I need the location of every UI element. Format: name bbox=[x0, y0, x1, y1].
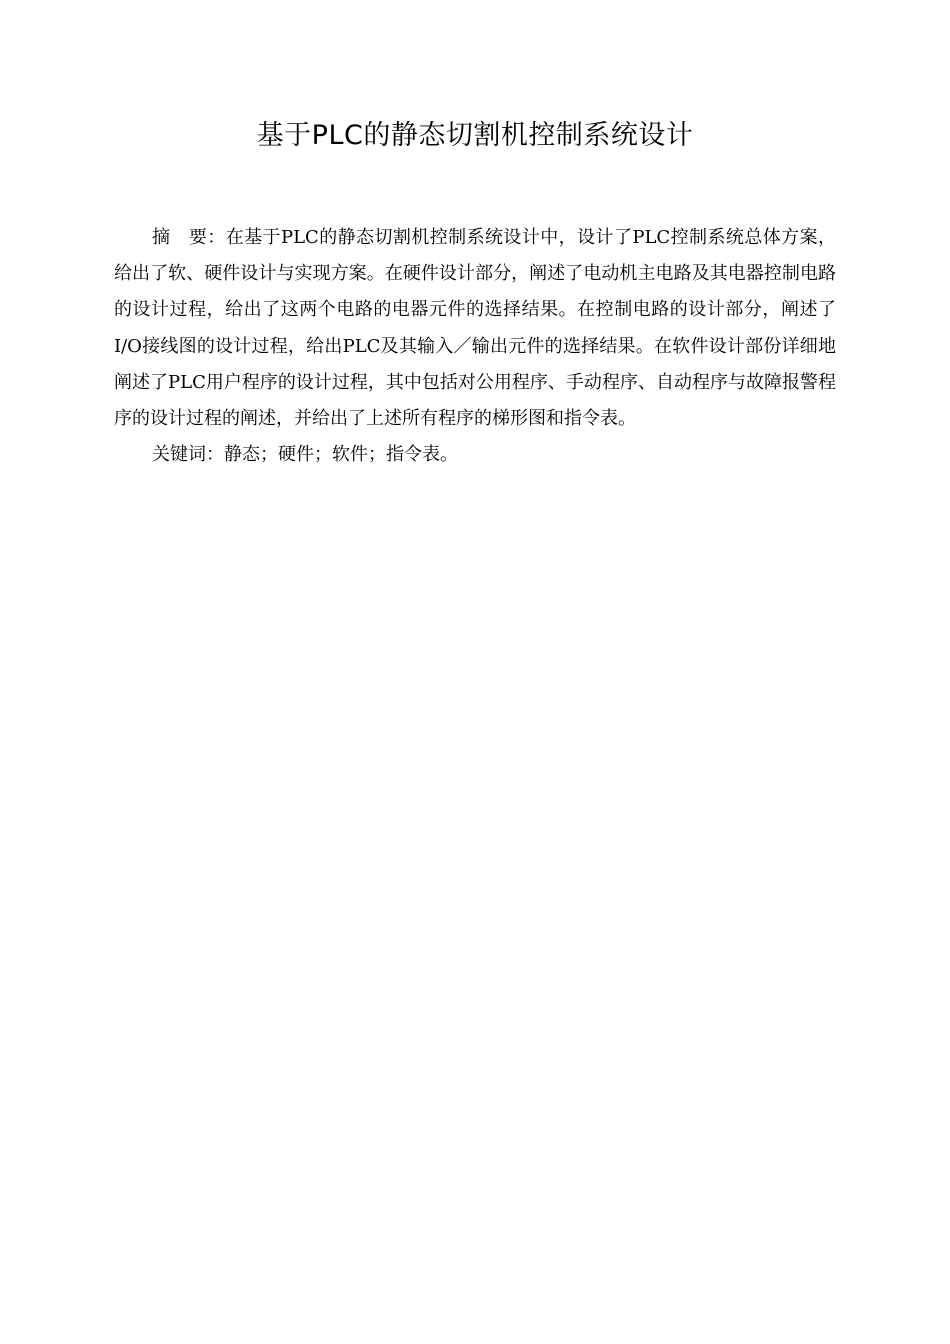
document-title: 基于PLC的静态切割机控制系统设计 bbox=[256, 120, 694, 151]
keywords-label: 关键词： bbox=[152, 444, 224, 466]
abstract-label: 摘 要： bbox=[152, 227, 226, 248]
abstract-text: 在基于PLC的静态切割机控制系统设计中，设计了PLC控制系统总体方案，给出了软、硬件设计与实现方案。在硬件设计部分，阐述了电动机主电路及其电器控制电路的设计过程，给出了这两个电路的电器元件的选择结果。在控制电路的设计部分，阐述了I/O接线图的设计过程，给出PLC及其输入／输出元件的选择结果。在软件设计部份详细地阐述了PLC用户程序的设计过程，其中包括对公用程序、手动程序、自动程序与故障报警程序的设计过程的阐述，并给出了上述所有程序的梯形图和指令表。 bbox=[114, 227, 837, 430]
abstract-section bbox=[114, 220, 836, 473]
keywords-paragraph bbox=[114, 437, 836, 473]
keywords-text: 静态；硬件；软件；指令表。 bbox=[224, 444, 458, 466]
abstract-paragraph bbox=[114, 220, 836, 437]
